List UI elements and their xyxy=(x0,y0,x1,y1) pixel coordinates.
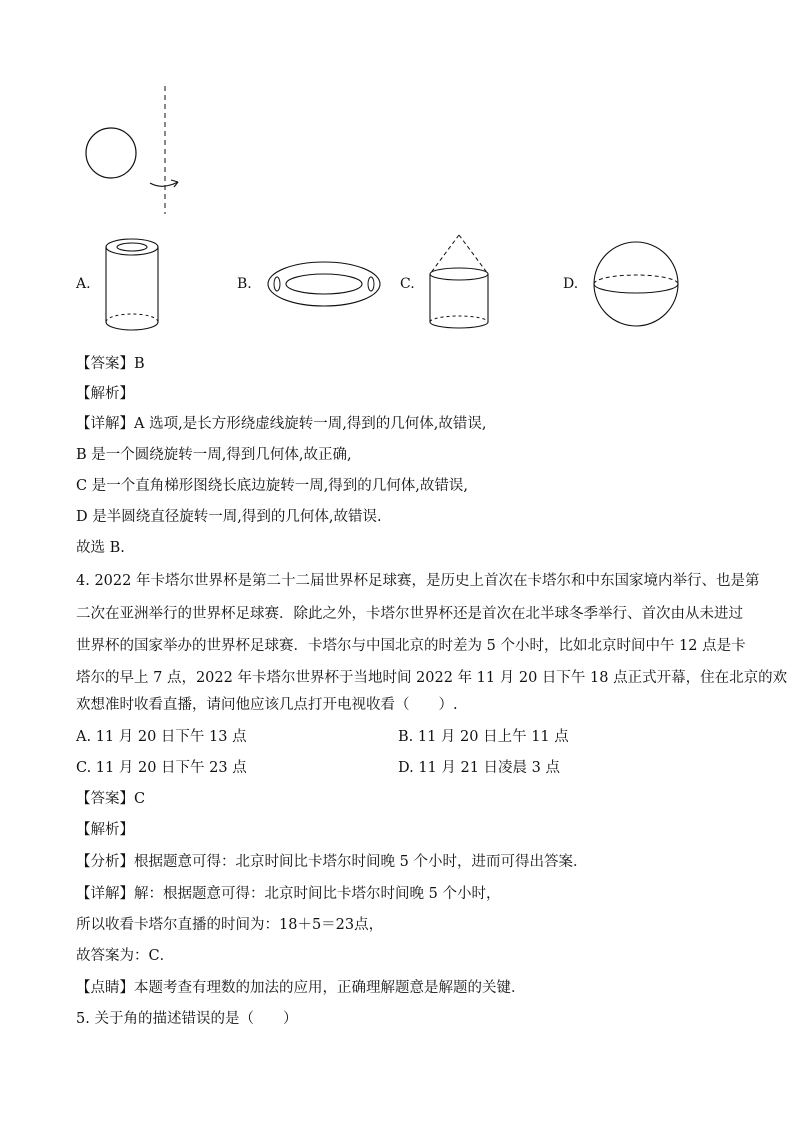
q4-analysis-head: 【解析】 xyxy=(76,822,134,838)
hollow-cylinder-figure xyxy=(104,238,160,332)
q4-option-d: D. 11 月 21 日凌晨 3 点 xyxy=(398,760,560,776)
q4-detail-line-3: 故答案为：C． xyxy=(76,948,175,964)
q3-detail-line-4: D 是半圆绕直径旋转一周,得到的几何体,故错误. xyxy=(76,509,382,525)
q3-answer: 【答案】B xyxy=(76,356,145,372)
q4-option-b: B. 11 月 20 日上午 11 点 xyxy=(398,729,569,745)
q3-detail-line-3: C 是一个直角梯形图绕长底边旋转一周,得到的几何体,故错误, xyxy=(76,478,469,494)
option-d-label: D. xyxy=(563,276,579,292)
circle-shape xyxy=(86,128,136,178)
q4-stem-line-2: 二次在亚洲举行的世界杯足球赛．除此之外，卡塔尔世界杯还是首次在北半球冬季举行、首次由从未进过 xyxy=(76,606,743,622)
q4-stem-line-4: 塔尔的早上 7 点，2022 年卡塔尔世界杯于当地时间 2022 年 11 月 20 日下午 18 点正式开幕，住在北京的欢 xyxy=(76,670,788,686)
q4-option-c: C. 11 月 20 日下午 23 点 xyxy=(76,760,247,776)
q3-analysis-head: 【解析】 xyxy=(76,386,134,402)
q4-comment: 【点睛】本题考查有理数的加法的应用，正确理解题意是解题的关键． xyxy=(76,980,526,996)
rotation-figure xyxy=(80,86,200,216)
torus-figure xyxy=(264,258,384,310)
q4-answer: 【答案】C xyxy=(76,791,146,807)
rotation-arrow-icon xyxy=(150,182,178,186)
q3-detail-line-2: B 是一个圆绕旋转一周,得到几何体,故正确, xyxy=(76,447,352,463)
q4-stem-line-3: 世界杯的国家举办的世界杯足球赛．卡塔尔与中国北京的时差为 5 个小时，比如北京时间中午 12 点是卡 xyxy=(76,638,746,654)
cone-cylinder-figure xyxy=(428,234,490,334)
q4-option-a: A. 11 月 20 日下午 13 点 xyxy=(76,729,247,745)
q4-stem-line-5: 欢想准时收看直播，请问他应该几点打开电视收看（ ）. xyxy=(76,697,458,713)
option-c-label: C. xyxy=(400,276,415,292)
q3-detail-line-1: 【详解】A 选项,是长方形绕虚线旋转一周,得到的几何体,故错误, xyxy=(76,416,487,432)
q5-stem: 5. 关于角的描述错误的是（ ） xyxy=(76,1011,298,1027)
q3-conclusion: 故选 B. xyxy=(76,540,125,556)
q4-detail-line-2: 所以收看卡塔尔直播的时间为：18＋5＝23点， xyxy=(76,917,384,933)
option-a-label: A. xyxy=(76,276,91,292)
option-b-label: B. xyxy=(237,276,252,292)
sphere-figure xyxy=(592,240,680,328)
q4-stem-line-1: 4. 2022 年卡塔尔世界杯是第二十二届世界杯足球赛，是历史上首次在卡塔尔和中东国家境内举行、也是第 xyxy=(76,573,760,589)
q4-detail-line-1: 【详解】解：根据题意可得：北京时间比卡塔尔时间晚 5 个小时， xyxy=(76,886,501,902)
q4-analysis: 【分析】根据题意可得：北京时间比卡塔尔时间晚 5 个小时，进而可得出答案． xyxy=(76,854,588,870)
